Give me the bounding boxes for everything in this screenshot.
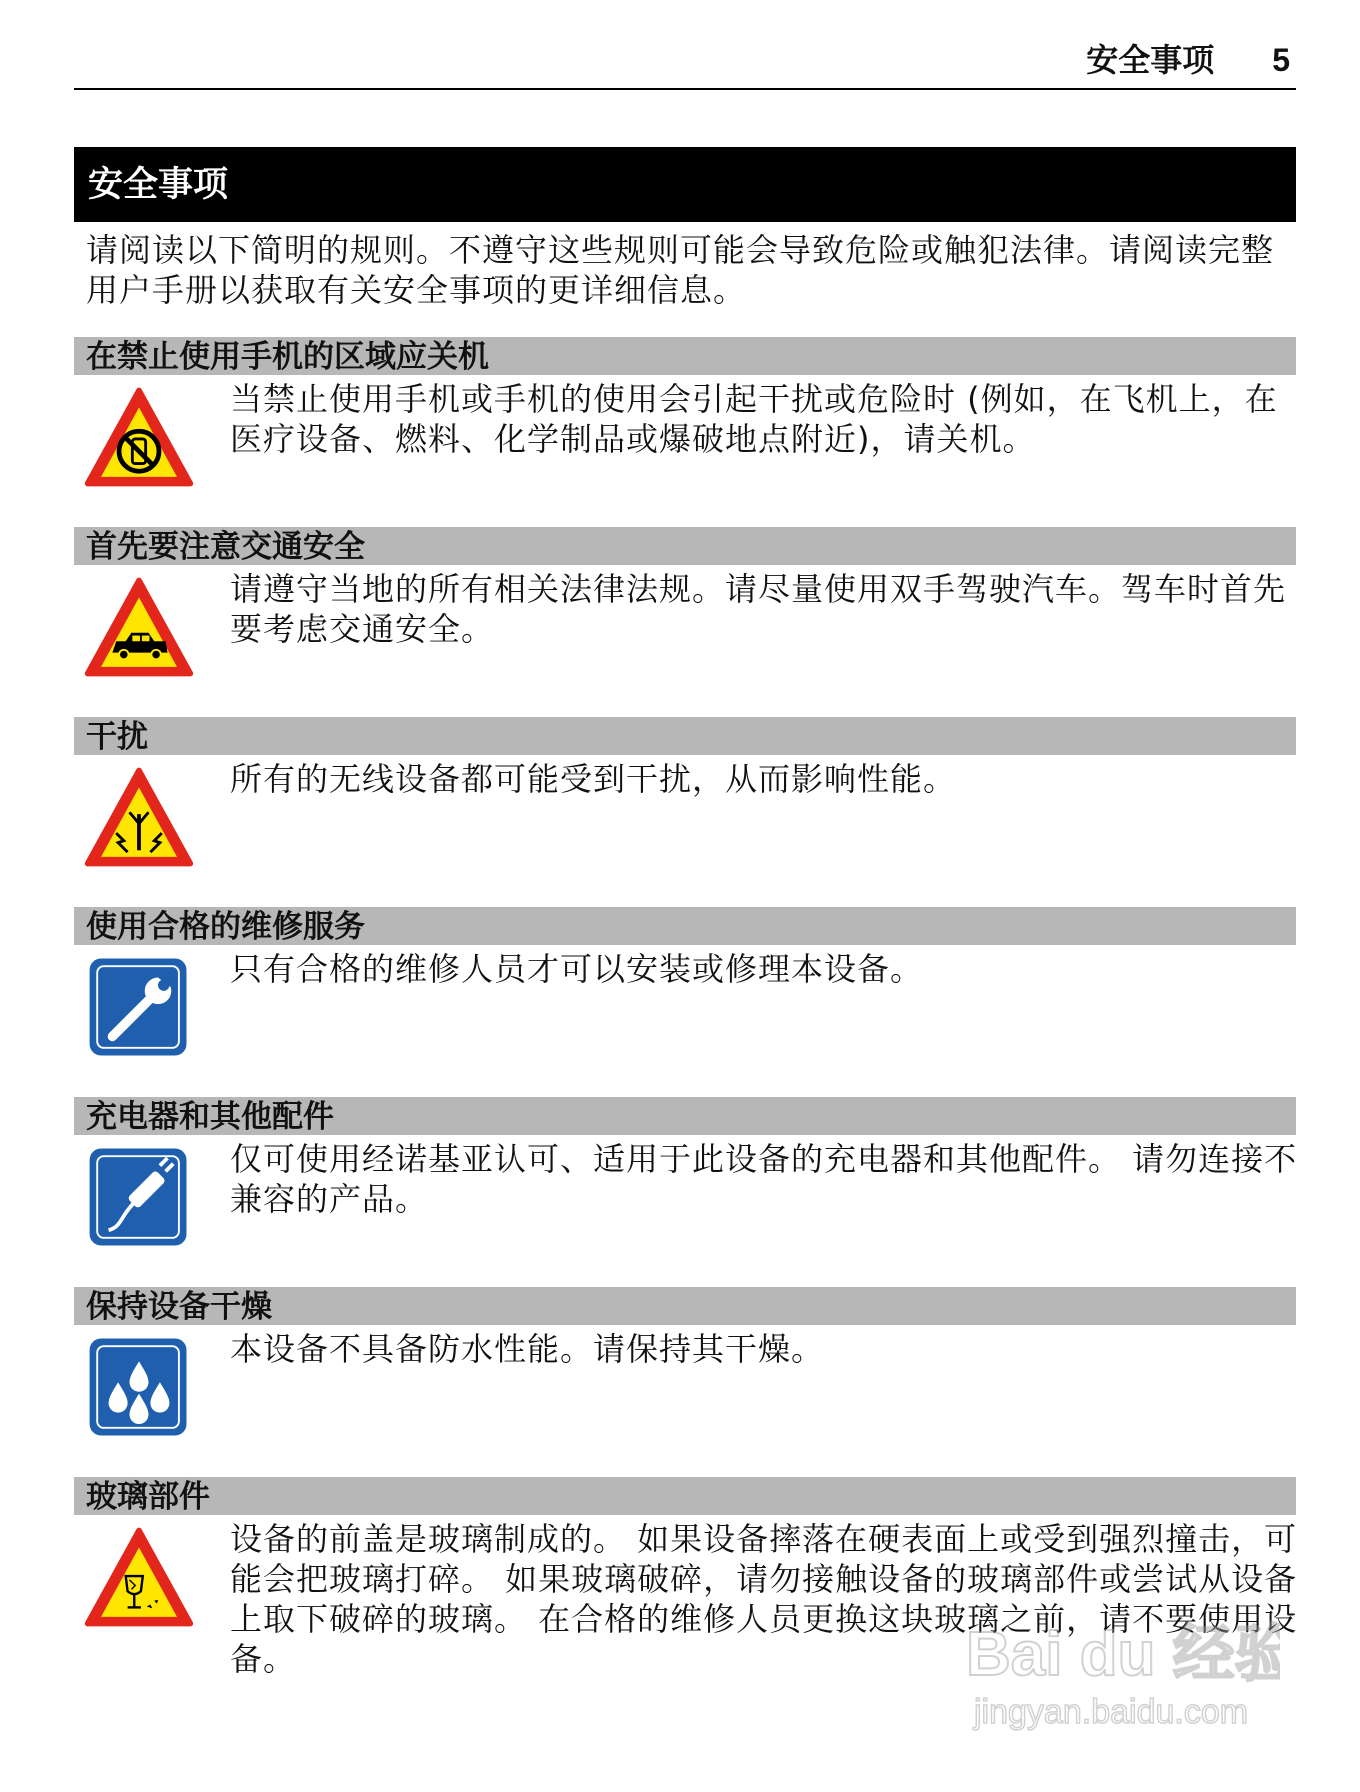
section-text: 只有合格的维修人员才可以安装或修理本设备。 xyxy=(230,950,924,988)
section-qualified-service xyxy=(74,907,1296,988)
section-heading: 使用合格的维修服务 xyxy=(74,907,1296,945)
baidu-watermark xyxy=(960,1605,1280,1735)
intro-paragraph: 请阅读以下简明的规则。不遵守这些规则可能会导致危险或触犯法律。请阅读完整用户手册以获取有关安全事项的更详细信息。 xyxy=(86,231,1275,309)
section-interference xyxy=(74,717,1296,798)
section-text: 请遵守当地的所有相关法律法规。请尽量使用双手驾驶汽车。驾车时首先要考虑交通安全。 xyxy=(230,570,1287,648)
broken-glass-warning-icon xyxy=(82,1523,196,1631)
section-heading: 首先要注意交通安全 xyxy=(74,527,1296,565)
section-heading: 干扰 xyxy=(74,717,1296,755)
section-heading: 玻璃部件 xyxy=(74,1477,1296,1515)
section-road-safety xyxy=(74,527,1296,648)
page-number: 5 xyxy=(1272,42,1290,78)
interference-warning-icon xyxy=(82,763,196,871)
chapter-title-bar xyxy=(74,147,1296,222)
car-warning-icon xyxy=(82,573,196,681)
section-text: 所有的无线设备都可能受到干扰，从而影响性能。 xyxy=(230,760,957,798)
no-phone-warning-icon xyxy=(82,383,196,491)
section-text: 当禁止使用手机或手机的使用会引起干扰或危险时 (例如，在飞机上，在医疗设备、燃料、化学制品或爆破地点附近)，请关机。 xyxy=(230,380,1278,458)
section-text: 本设备不具备防水性能。请保持其干燥。 xyxy=(230,1330,825,1368)
chapter-title: 安全事项 xyxy=(88,165,229,205)
charger-plug-icon xyxy=(82,1143,196,1251)
section-water-resistance xyxy=(74,1287,1296,1368)
section-heading: 保持设备干燥 xyxy=(74,1287,1296,1325)
section-text: 仅可使用经诺基亚认可、适用于此设备的充电器和其他配件。 请勿连接不兼容的产品。 xyxy=(230,1140,1298,1218)
section-heading: 在禁止使用手机的区域应关机 xyxy=(74,337,1296,375)
wrench-icon xyxy=(82,953,196,1061)
running-header-title: 安全事项 xyxy=(1086,41,1215,79)
section-power-off xyxy=(74,337,1296,458)
water-drops-icon xyxy=(82,1333,196,1441)
section-text: 设备的前盖是玻璃制成的。 如果设备摔落在硬表面上或受到强烈撞击，可能会把玻璃打碎。 如果玻璃破碎，请勿接触设备的玻璃部件或尝试从设备上取下破碎的玻璃。 在合格的维修人员更换这块玻璃之前，请不要使用设备。 xyxy=(230,1520,1298,1678)
running-header xyxy=(74,40,1296,90)
section-heading: 充电器和其他配件 xyxy=(74,1097,1296,1135)
watermark-brand: Bai du 经验 xyxy=(966,1620,1280,1689)
section-accessories xyxy=(74,1097,1298,1218)
watermark-url: jingyan.baidu.com xyxy=(974,1693,1249,1731)
